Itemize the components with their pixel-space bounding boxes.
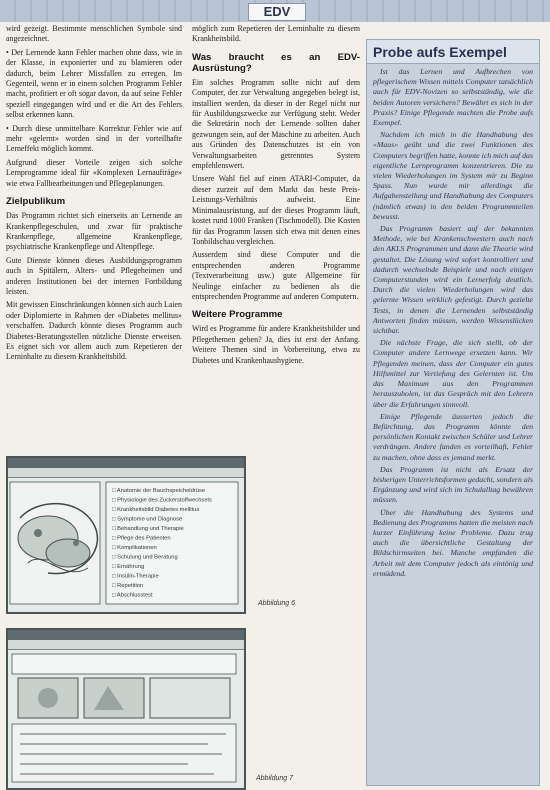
sidebar-paragraph: Das Programm ist nicht als Ersatz der bisherigen Unterrichtsformen gedacht, sondern als Ergänzung und wird sich im Schulalltag bewähren müssen. [373,464,533,505]
screenshot-menu-item: □ Insulin-Therapie [112,573,159,580]
screenshot-menu-item: □ Schulung und Beratung [112,554,178,561]
paragraph: Wird es Programme für andere Krankheitsbilder und Pflegethemen geben? Ja, dies ist erst der Anfang. Weitere Themen sind in Vorbereitung, etwa zu Diabetes und Krankenhaushygiene. [192,324,360,365]
sidebar-title: Probe aufs Exempel [367,40,539,64]
section-label: EDV [248,3,306,21]
heading-weitere-programme: Weitere Programme [192,309,283,321]
paragraph: • Durch diese unmittelbare Korrektur Fehler wie auf mehr «gelernt» worden sind in der vorteilhafte Lerneffekt möglich kommt. [6,123,182,154]
figure-6-caption: Abbildung 6 [258,600,295,607]
paragraph: • Der Lernende kann Fehler machen ohne dass, wie in der Klasse, in exponierter und zu blamieren oder dadurch, beim Lehrer Missfallen zu erregen. Im Gegenteil, wenn er in einem solchen Programm Fehler macht, profitiert er oft sogar davon, da auf seine Fehler speziell eingegangen wird und er die Art des Fehlers selbst erkennen kann. [6,47,182,120]
article-column-2 [192,24,360,460]
screenshot-figure-6 [6,456,246,614]
paragraph: Ein solches Programm sollte nicht auf dem Computer, der zur Verwaltung angegeben belegt ist, installiert werden, da dieser in der Regel nicht nur für Ausbildungszwecke zur Verfügung steht. Weder die Sekretärin noch der Lernende sollten daher gezwungen sein, auf der Maschine zu arbeiten. Auch aus Gründen des Datenschutzes ist ein von Verwaltungsarbeiten getrenntes System empfehlenswert. [192,77,360,171]
screenshot-menu-item: □ Pflege des Patienten [112,535,171,542]
paragraph: Unsere Wahl fiel auf einen ATARI-Computer, da dieser zurzeit auf dem Markt das beste Preis-Leistungs-Verhältnis aufweist. Eine Minimalausrüstung, auf der dieses Programm läuft, kostet rund 1000 Franken (Tischmodell). Die Kosten für das Programm lassen sich etwa mit denen eines Tonbildschau vergleichen. [192,174,360,246]
paragraph: Das Programm richtet sich einerseits an Lernende an Krankenpflegeschulen, und zwar für praktische Krankenpflege, allgemeine Krankenpflege, psychiatrische Krankenpflege und Altenpflege. [6,211,182,252]
screenshot-menu-item: □ Ernährung [112,564,145,570]
sidebar-paragraph: Über die Handhabung des Systems und Bedienung des Programms hatten die meisten nach kurzer Einführung keine Probleme. Dazu trug auch die übersichtliche Gestaltung der Bildschirmseiten bei. Manche empfanden die Arbeit mit dem Computer jedoch als eintönig und ermüdend. [373,507,533,578]
paragraph: Gute Dienste können dieses Ausbildungsprogramm auch in Spitälern, Alters- und Pflegeheimen und anderen Institutionen bei der internen Fortbildung leisten. [6,255,182,296]
lesson-screen-illustration [8,650,240,786]
anatomy-illustration [8,478,240,610]
screenshot-menu-item: □ Behandlung und Therapie [112,526,184,532]
section-header-bar [0,0,550,22]
screenshot-menu-item: □ Komplikationen [112,545,157,551]
sidebar-paragraph: Das Programm basiert auf der bekannten Methode, wie bei Krankenschwestern auch nach den AKLS Programmen und dann die Theorie wird gestaltet. Die Lösung wird sofort kontrolliert und dadurch wechselnde Beispiele und nach einigen Computerstunden wird ein Lernerfolg deutlich. Durch die vielen Wiederholungen wird das gelernte Wissen wirklich gefestigt. Durch gezielte Tests, in denen die Lernenden selbstständig Antworten finden müssen, werden Wissenslücken sichtbar. [373,224,533,336]
sidebar-paragraph: Einige Pflegende äusserten jedoch die Befürchtung, das Programm könnte den persönlichen Kontakt zwischen Schüler und Lehrer verdrängen. Andere fanden es vorteilhaft, Fehler zu machen, ohne dass es jemand merkt. [373,411,533,462]
paragraph: Aufgrund dieser Vorteile zeigen sich solche Lernprogramme ideal für «Komplexen Lernaufträge» wie etwa Fallbearbeitungen und Pflegeplanungen. [6,157,182,188]
screenshot-menu-item: □ Physiologie des Zuckerstoffwechsels [112,497,212,504]
screenshot-menubar [8,468,244,478]
paragraph: Mit gewissen Einschränkungen können sich auch Laien oder Diplomierte in Rahmen der «Diabetes mellitus» verschaffen. Dadurch könnte dieses Programm auch Diabetes-Beratungsstellen nützliche Dienste erweisen. Es eignet sich vor allem auch zum Repetieren der Lerninhalte zu diesem Krankheitsbild. [6,300,182,362]
sidebar-body [367,64,539,584]
screenshot-menubar [8,640,244,650]
screenshot-figure-7 [6,628,246,790]
heading-zielpublikum: Zielpublikum [6,196,66,208]
sidebar-paragraph: Nachdem ich mich in die Handhabung des «Maus» geübt und die zwei Funktionen des Computers begriffen hatte, konnte ich mich auf das eigentliche Lernprogramm konzentrieren. Die zu vielen Wiederholungen im System mir zu Beginn Spass. Nun wurde mir allerdings die Aufgabenstellung und Handhabung des Computers (nämlich etwas) in den beiden Programmteilen bewusst. [373,130,533,221]
screenshot-menu-item: □ Symptome und Diagnose [112,516,183,523]
sidebar-box [366,39,540,786]
figure-7-caption: Abbildung 7 [256,775,293,782]
screenshot-menu-item: □ Repetition [112,583,144,589]
sidebar-paragraph: Ist das Lernen und Aufbrechen von pflegerischem Wissen mittels Computer tatsächlich auch für EDV-Novizen so selbstständig, wie die beiden Autoren versichern? Bewährt es sich in der Praxis? Einige Pflegende machten die Probe aufs Exempel. [373,67,533,128]
heading-ausruestung: Was braucht es an EDV-Ausrüstung? [192,51,360,74]
screenshot-menu-item: □ Abschlusstest [112,592,153,599]
paragraph: möglich zum Repetieren der Lerninhalte zu diesem Krankheitsbild. [192,24,360,44]
paragraph: Ausserdem sind diese Computer und die entsprechenden anderen Programme (Textverarbeitung usw.) gute Allgemeine für Neulinge einfacher zu bedienen als die entsprechenden Programme auf anderen Computern. [192,250,360,301]
article-column-1 [6,24,182,449]
paragraph: wird gezeigt. Bestimmte menschlichen Symbole sind angezeichnet. [6,24,182,44]
screenshot-menu-item: □ Anatomie der Bauchspeicheldrüse [112,488,206,494]
screenshot-menu-item: □ Krankheitsbild Diabetes mellitus [112,507,200,513]
screenshot-titlebar [8,458,244,468]
sidebar-paragraph: Die nächste Frage, die sich stellt, ob der Computer andere Lernwege ersetzen kann. Wir Pflegenden meinen, dass der Computer ein gutes Hilfsmittel zur Vertiefung des Gelernten ist. Um das Maximum aus den Programmen herauszuholen, ist das Gespräch mit den Lehrern über die Erfahrungen sinnvoll. [373,338,533,409]
screenshot-titlebar [8,630,244,640]
